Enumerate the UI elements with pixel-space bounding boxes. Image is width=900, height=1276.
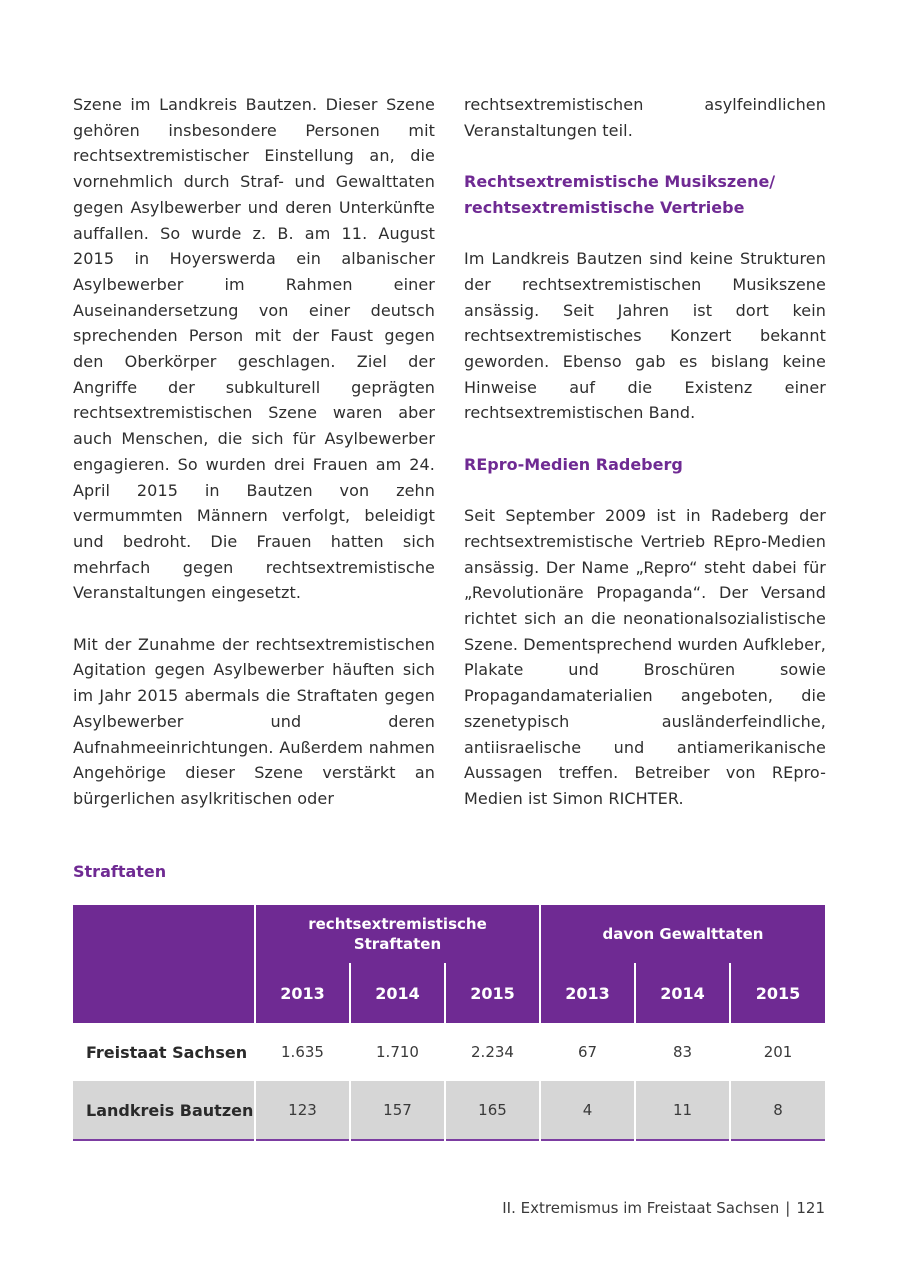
table-cell: 123 — [255, 1081, 350, 1140]
page-number: 121 — [796, 1199, 825, 1217]
header-year: 2015 — [730, 963, 825, 1023]
header-year: 2013 — [255, 963, 350, 1023]
heading-repro-medien: REpro-Medien Radeberg — [464, 454, 683, 474]
page-footer — [502, 1199, 825, 1217]
table-corner-cell — [73, 905, 255, 1023]
header-year: 2015 — [445, 963, 540, 1023]
header-year: 2014 — [635, 963, 730, 1023]
table-cell: 1.635 — [255, 1023, 350, 1081]
left-paragraph-2: Mit der Zunahme der rechtsextremistischen Agitation gegen Asylbewerber häuften sich im Jahr 2015 abermals die Straftaten gegen Asylbewerber und deren Aufnahmeeinrichtungen. Außerdem nahmen Angehörige dieser Szene verstärkt an bürgerlichen asylkritischen oder — [73, 634, 435, 808]
row-label: Freistaat Sachsen — [73, 1023, 255, 1081]
header-rechtsextremistische-straftaten — [255, 905, 540, 963]
footer-chapter: II. Extremismus im Freistaat Sachsen — [502, 1199, 780, 1217]
table-cell: 157 — [350, 1081, 445, 1140]
table-cell: 11 — [635, 1081, 730, 1140]
table-cell: 83 — [635, 1023, 730, 1081]
header-group1-line2: Straftaten — [353, 935, 442, 953]
table-cell: 165 — [445, 1081, 540, 1140]
left-column — [73, 92, 435, 812]
header-year: 2014 — [350, 963, 445, 1023]
right-paragraph-continuation: rechtsextremistischen asylfeindlichen Veranstaltungen teil. — [464, 95, 826, 140]
table-title: Straftaten — [73, 862, 167, 881]
left-paragraph-1: Szene im Landkreis Bautzen. Dieser Szene gehören insbesondere Personen mit rechtsextremistischer Einstellung an, die vornehmlich durch Straf- und Gewalttaten gegen Asylbewerber und deren Unterkünfte auffallen. So wurde z. B. am 11. August 2015 in Hoyerswerda ein albanischer Asylbewerber im Rahmen einer Auseinandersetzung von einer deutsch sprechenden Person mit der Faust gegen den Oberkörper geschlagen. Ziel der Angriffe der subkulturell geprägten rechtsextremistischen Szene waren aber auch Menschen, die sich für Asylbewerber engagieren. So wurden drei Frauen am 24. April 2015 in Bautzen von zehn vermummten Männern verfolgt, beleidigt und bedroht. Die Frauen hatten sich mehrfach gegen rechtsextremistische Veranstaltungen eingesetzt. — [73, 95, 435, 603]
table-row — [73, 1023, 825, 1081]
header-davon-gewalttaten: davon Gewalttaten — [540, 905, 825, 963]
row-label: Landkreis Bautzen — [73, 1081, 255, 1140]
header-year: 2013 — [540, 963, 635, 1023]
right-paragraph-musikszene: Im Landkreis Bautzen sind keine Strukturen der rechtsextremistischen Musikszene ansässig. Seit Jahren ist dort kein rechtsextremistisches Konzert bekannt geworden. Ebenso gab es bislang keine Hinweise auf die Existenz einer rechtsextremistischen Band. — [464, 249, 826, 423]
header-group1-line1: rechtsextremistische — [308, 915, 487, 933]
heading-musikszene-line1: Rechtsextremistische Musikszene/ — [464, 172, 776, 192]
table-cell: 201 — [730, 1023, 825, 1081]
table-cell: 67 — [540, 1023, 635, 1081]
table-cell: 8 — [730, 1081, 825, 1140]
table-cell: 4 — [540, 1081, 635, 1140]
table-cell: 1.710 — [350, 1023, 445, 1081]
right-column — [464, 92, 826, 812]
table-cell: 2.234 — [445, 1023, 540, 1081]
footer-separator: | — [785, 1199, 791, 1217]
heading-musikszene-line2: rechtsextremistische Vertriebe — [464, 197, 745, 217]
right-paragraph-repro: Seit September 2009 ist in Radeberg der rechtsextremistische Vertrieb REpro-Medien ansässig. Der Name „Repro“ steht dabei für „Revolutionäre Propaganda“. Der Versand richtet sich an die neonationalsozialistische Szene. Dementsprechend wurden Aufkleber, Plakate und Broschüren sowie Propagandamaterialien angeboten, die szenetypisch ausländerfeindliche, antiisraelische und antiamerikanische Aussagen treffen. Betreiber von REpro-Medien ist Simon RICHTER. — [464, 506, 826, 808]
straftaten-table — [73, 905, 825, 1141]
table-row — [73, 1081, 825, 1140]
table-header-group-row — [73, 905, 825, 963]
heading-musikszene — [464, 169, 826, 220]
